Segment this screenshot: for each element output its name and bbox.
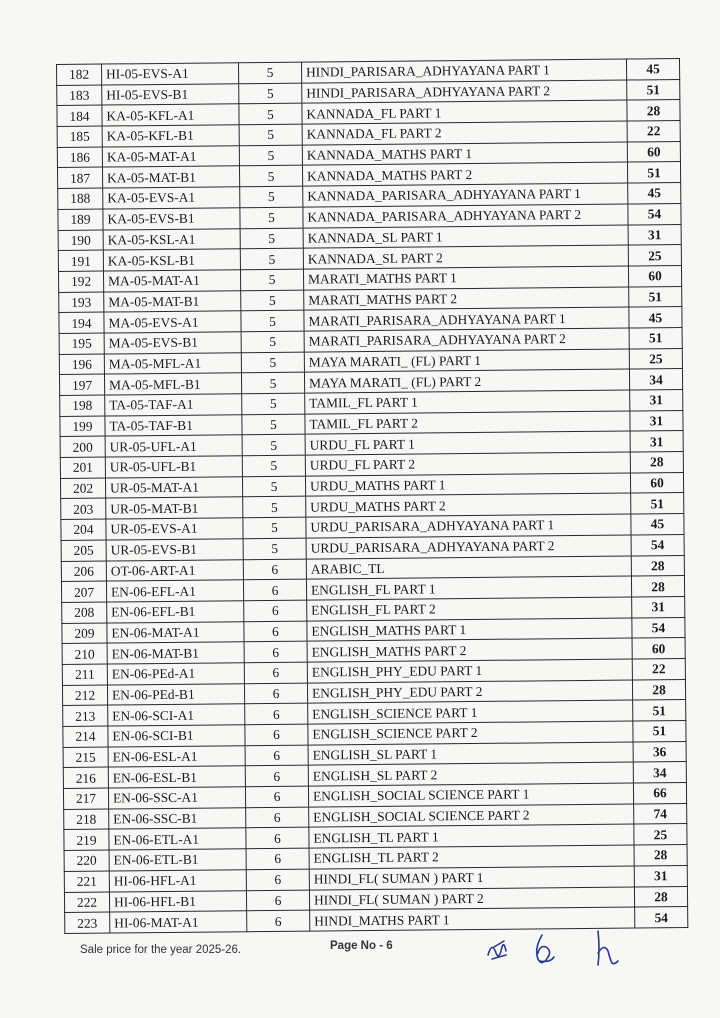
book-code: HI-06-HFL-B1 xyxy=(109,890,246,912)
class-number: 6 xyxy=(245,703,308,724)
sale-price: 28 xyxy=(632,679,685,700)
sale-price: 45 xyxy=(629,307,682,328)
sl-number: 199 xyxy=(60,416,105,437)
class-number: 5 xyxy=(242,455,305,476)
book-title: KANNADA_FL PART 2 xyxy=(302,121,627,145)
book-code: MA-05-EVS-A1 xyxy=(104,311,241,333)
book-code: OT-06-ART-A1 xyxy=(106,559,243,581)
sl-number: 209 xyxy=(62,623,107,644)
sl-number: 200 xyxy=(60,436,105,457)
book-title: HINDI_PARISARA_ADHYAYANA PART 1 xyxy=(301,59,626,83)
sale-price: 51 xyxy=(633,700,686,721)
class-number: 6 xyxy=(243,579,306,600)
class-number: 6 xyxy=(244,621,307,642)
class-number: 6 xyxy=(245,786,308,807)
sl-number: 213 xyxy=(63,705,108,726)
book-code: EN-06-ETL-A1 xyxy=(109,828,246,850)
book-title: MARATI_MATHS PART 1 xyxy=(303,266,628,290)
book-code: EN-06-SCI-B1 xyxy=(108,725,245,747)
sale-price: 22 xyxy=(627,121,680,142)
book-title: URDU_PARISARA_ADHYAYANA PART 1 xyxy=(306,514,631,538)
book-title: TAMIL_FL PART 2 xyxy=(305,411,630,435)
sale-price: 54 xyxy=(631,534,684,555)
sale-price: 28 xyxy=(631,576,684,597)
book-code: EN-06-SCI-A1 xyxy=(108,704,245,726)
class-number: 6 xyxy=(245,765,308,786)
signature-3 xyxy=(598,931,618,965)
signature-1 xyxy=(488,941,506,959)
sale-price: 60 xyxy=(632,638,685,659)
sl-number: 219 xyxy=(64,829,109,850)
book-code: EN-06-ESL-A1 xyxy=(108,745,245,767)
class-number: 5 xyxy=(241,352,304,373)
class-number: 6 xyxy=(244,683,307,704)
book-title: ENGLISH_PHY_EDU PART 1 xyxy=(307,659,632,683)
sale-price: 54 xyxy=(635,907,688,928)
book-title: ENGLISH_SCIENCE PART 2 xyxy=(308,721,633,745)
sl-number: 222 xyxy=(64,892,109,913)
sl-number: 204 xyxy=(61,519,106,540)
sl-number: 189 xyxy=(58,209,103,230)
book-title: KANNADA_FL PART 1 xyxy=(302,100,627,124)
class-number: 5 xyxy=(241,290,304,311)
book-code: TA-05-TAF-A1 xyxy=(105,394,242,416)
book-title: KANNADA_MATHS PART 2 xyxy=(302,162,627,186)
class-number: 6 xyxy=(246,890,309,911)
class-number: 6 xyxy=(243,559,306,580)
class-number: 5 xyxy=(242,435,305,456)
book-code: EN-06-EFL-B1 xyxy=(107,601,244,623)
sl-number: 212 xyxy=(62,685,107,706)
sl-number: 207 xyxy=(61,581,106,602)
sale-price: 31 xyxy=(634,865,687,886)
book-title: KANNADA_SL PART 2 xyxy=(303,245,628,269)
book-title: MARATI_MATHS PART 2 xyxy=(304,287,629,311)
sl-number: 217 xyxy=(63,788,108,809)
book-code: KA-05-EVS-B1 xyxy=(103,208,240,230)
sale-price: 34 xyxy=(629,369,682,390)
class-number: 6 xyxy=(246,848,309,869)
sl-number: 206 xyxy=(61,561,106,582)
book-code: HI-05-EVS-B1 xyxy=(102,83,239,105)
sale-price: 51 xyxy=(629,286,682,307)
book-title: ENGLISH_MATHS PART 2 xyxy=(307,638,632,662)
price-table-body xyxy=(57,59,688,934)
sl-number: 202 xyxy=(60,478,105,499)
class-number: 5 xyxy=(242,476,305,497)
sale-price: 25 xyxy=(634,824,687,845)
sale-price: 60 xyxy=(628,265,681,286)
book-title: ENGLISH_SCIENCE PART 1 xyxy=(308,700,633,724)
sl-number: 197 xyxy=(59,374,104,395)
book-title: ENGLISH_SOCIAL SCIENCE PART 2 xyxy=(309,804,634,828)
book-code: EN-06-MAT-A1 xyxy=(107,621,244,643)
price-table xyxy=(56,58,688,934)
sale-price: 28 xyxy=(634,845,687,866)
sale-price: 51 xyxy=(627,79,680,100)
book-code: EN-06-SSC-A1 xyxy=(108,787,245,809)
book-title: ENGLISH_TL PART 1 xyxy=(309,824,634,848)
book-title: HINDI_FL( SUMAN ) PART 2 xyxy=(309,886,634,910)
sale-price: 28 xyxy=(630,452,683,473)
book-title: KANNADA_PARISARA_ADHYAYANA PART 1 xyxy=(303,183,628,207)
sale-price: 45 xyxy=(628,183,681,204)
sl-number: 196 xyxy=(59,354,104,375)
book-title: ENGLISH_TL PART 2 xyxy=(309,845,634,869)
class-number: 6 xyxy=(244,641,307,662)
book-title: MAYA MARATI_ (FL) PART 2 xyxy=(304,369,629,393)
page-number: Page No - 6 xyxy=(330,940,393,952)
sale-price: 54 xyxy=(628,203,681,224)
sale-price: 22 xyxy=(632,658,685,679)
class-number: 5 xyxy=(239,124,302,145)
book-code: KA-05-KFL-A1 xyxy=(102,104,239,126)
document-sheet xyxy=(56,58,686,934)
book-title: MAYA MARATI_ (FL) PART 1 xyxy=(304,349,629,373)
book-code: HI-06-MAT-A1 xyxy=(110,911,247,933)
sl-number: 187 xyxy=(57,167,102,188)
book-title: KANNADA_MATHS PART 1 xyxy=(302,142,627,166)
class-number: 5 xyxy=(241,331,304,352)
book-title: ENGLISH_PHY_EDU PART 2 xyxy=(307,680,632,704)
book-title: URDU_PARISARA_ADHYAYANA PART 2 xyxy=(306,535,631,559)
class-number: 5 xyxy=(239,104,302,125)
sl-number: 214 xyxy=(63,726,108,747)
book-code: EN-06-ESL-B1 xyxy=(108,766,245,788)
book-title: HINDI_FL( SUMAN ) PART 1 xyxy=(309,866,634,890)
sl-number: 194 xyxy=(59,312,104,333)
sale-price: 25 xyxy=(629,348,682,369)
class-number: 5 xyxy=(242,414,305,435)
sale-price: 51 xyxy=(633,720,686,741)
class-number: 5 xyxy=(240,248,303,269)
sale-price: 54 xyxy=(632,617,685,638)
book-code: UR-05-MAT-B1 xyxy=(106,497,243,519)
book-title: MARATI_PARISARA_ADHYAYANA PART 1 xyxy=(304,307,629,331)
class-number: 6 xyxy=(245,745,308,766)
sl-number: 208 xyxy=(62,602,107,623)
class-number: 5 xyxy=(240,269,303,290)
book-code: MA-05-EVS-B1 xyxy=(104,332,241,354)
sale-price: 28 xyxy=(627,100,680,121)
sl-number: 185 xyxy=(57,126,102,147)
class-number: 5 xyxy=(242,393,305,414)
sl-number: 221 xyxy=(64,871,109,892)
class-number: 6 xyxy=(245,724,308,745)
class-number: 6 xyxy=(246,869,309,890)
book-title: URDU_FL PART 2 xyxy=(305,452,630,476)
signature-2 xyxy=(537,935,554,963)
book-code: MA-05-MFL-A1 xyxy=(104,352,241,374)
sale-price: 51 xyxy=(627,162,680,183)
sl-number: 201 xyxy=(60,457,105,478)
sl-number: 220 xyxy=(64,850,109,871)
class-number: 6 xyxy=(244,600,307,621)
sale-price: 34 xyxy=(633,762,686,783)
book-code: UR-05-EVS-B1 xyxy=(106,539,243,561)
class-number: 5 xyxy=(241,310,304,331)
sale-price: 28 xyxy=(631,555,684,576)
book-code: KA-05-EVS-A1 xyxy=(103,187,240,209)
book-code: KA-05-KFL-B1 xyxy=(102,125,239,147)
sale-price: 31 xyxy=(630,389,683,410)
sale-price-note: Sale price for the year 2025-26. xyxy=(80,944,242,956)
class-number: 5 xyxy=(239,166,302,187)
sl-number: 191 xyxy=(58,250,103,271)
sale-price: 31 xyxy=(630,410,683,431)
book-code: EN-06-SSC-B1 xyxy=(109,807,246,829)
book-code: MA-05-MFL-B1 xyxy=(104,373,241,395)
sale-price: 51 xyxy=(629,327,682,348)
book-title: URDU_MATHS PART 1 xyxy=(305,473,630,497)
book-code: EN-06-EFL-A1 xyxy=(106,580,243,602)
class-number: 5 xyxy=(243,497,306,518)
book-code: HI-06-HFL-A1 xyxy=(109,870,246,892)
class-number: 5 xyxy=(240,228,303,249)
class-number: 5 xyxy=(239,83,302,104)
class-number: 6 xyxy=(244,662,307,683)
sale-price: 51 xyxy=(631,493,684,514)
book-title: KANNADA_PARISARA_ADHYAYANA PART 2 xyxy=(303,204,628,228)
sl-number: 223 xyxy=(65,912,110,933)
book-title: ARABIC_TL xyxy=(306,556,631,580)
sl-number: 205 xyxy=(61,540,106,561)
book-title: URDU_MATHS PART 2 xyxy=(306,493,631,517)
book-code: MA-05-MAT-A1 xyxy=(103,270,240,292)
book-code: EN-06-ETL-B1 xyxy=(109,849,246,871)
book-code: KA-05-MAT-B1 xyxy=(102,166,239,188)
class-number: 5 xyxy=(241,372,304,393)
sl-number: 183 xyxy=(57,85,102,106)
sl-number: 216 xyxy=(63,767,108,788)
book-title: ENGLISH_MATHS PART 1 xyxy=(307,618,632,642)
sale-price: 60 xyxy=(630,472,683,493)
class-number: 5 xyxy=(240,186,303,207)
book-code: UR-05-MAT-A1 xyxy=(105,476,242,498)
sl-number: 190 xyxy=(58,230,103,251)
sale-price: 74 xyxy=(634,803,687,824)
sale-price: 66 xyxy=(633,783,686,804)
book-code: UR-05-UFL-A1 xyxy=(105,435,242,457)
book-title: TAMIL_FL PART 1 xyxy=(305,390,630,414)
book-code: HI-05-EVS-A1 xyxy=(102,63,239,85)
book-title: ENGLISH_SL PART 1 xyxy=(308,742,633,766)
sale-price: 31 xyxy=(632,596,685,617)
sl-number: 210 xyxy=(62,643,107,664)
book-code: UR-05-EVS-A1 xyxy=(106,518,243,540)
book-title: ENGLISH_FL PART 1 xyxy=(306,576,631,600)
signatures xyxy=(480,925,660,975)
book-code: UR-05-UFL-B1 xyxy=(105,456,242,478)
book-title: ENGLISH_SOCIAL SCIENCE PART 1 xyxy=(308,783,633,807)
book-code: KA-05-KSL-B1 xyxy=(103,249,240,271)
book-code: EN-06-PEd-A1 xyxy=(107,663,244,685)
book-title: MARATI_PARISARA_ADHYAYANA PART 2 xyxy=(304,328,629,352)
book-title: ENGLISH_FL PART 2 xyxy=(307,597,632,621)
sl-number: 198 xyxy=(60,395,105,416)
sale-price: 28 xyxy=(634,886,687,907)
class-number: 5 xyxy=(243,517,306,538)
book-title: ENGLISH_SL PART 2 xyxy=(308,762,633,786)
book-code: KA-05-MAT-A1 xyxy=(102,145,239,167)
book-code: EN-06-MAT-B1 xyxy=(107,642,244,664)
book-code: EN-06-PEd-B1 xyxy=(107,683,244,705)
class-number: 5 xyxy=(238,62,301,83)
class-number: 5 xyxy=(239,145,302,166)
sale-price: 31 xyxy=(630,431,683,452)
sale-price: 25 xyxy=(628,245,681,266)
sale-price: 45 xyxy=(626,59,679,80)
sl-number: 203 xyxy=(61,498,106,519)
book-title: HINDI_MATHS PART 1 xyxy=(310,907,635,931)
sl-number: 215 xyxy=(63,747,108,768)
sl-number: 188 xyxy=(58,188,103,209)
sl-number: 193 xyxy=(59,292,104,313)
sl-number: 192 xyxy=(58,271,103,292)
class-number: 5 xyxy=(243,538,306,559)
book-title: URDU_FL PART 1 xyxy=(305,431,630,455)
book-code: MA-05-MAT-B1 xyxy=(104,290,241,312)
sale-price: 60 xyxy=(627,141,680,162)
class-number: 6 xyxy=(247,910,310,931)
sl-number: 195 xyxy=(59,333,104,354)
sl-number: 184 xyxy=(57,105,102,126)
sl-number: 211 xyxy=(62,664,107,685)
sl-number: 186 xyxy=(57,147,102,168)
book-title: KANNADA_SL PART 1 xyxy=(303,225,628,249)
class-number: 6 xyxy=(246,828,309,849)
sale-price: 31 xyxy=(628,224,681,245)
class-number: 5 xyxy=(240,207,303,228)
book-code: TA-05-TAF-B1 xyxy=(105,414,242,436)
sale-price: 36 xyxy=(633,741,686,762)
sl-number: 218 xyxy=(64,809,109,830)
book-code: KA-05-KSL-A1 xyxy=(103,228,240,250)
book-title: HINDI_PARISARA_ADHYAYANA PART 2 xyxy=(302,80,627,104)
sl-number: 182 xyxy=(57,64,102,85)
class-number: 6 xyxy=(246,807,309,828)
sale-price: 45 xyxy=(631,514,684,535)
